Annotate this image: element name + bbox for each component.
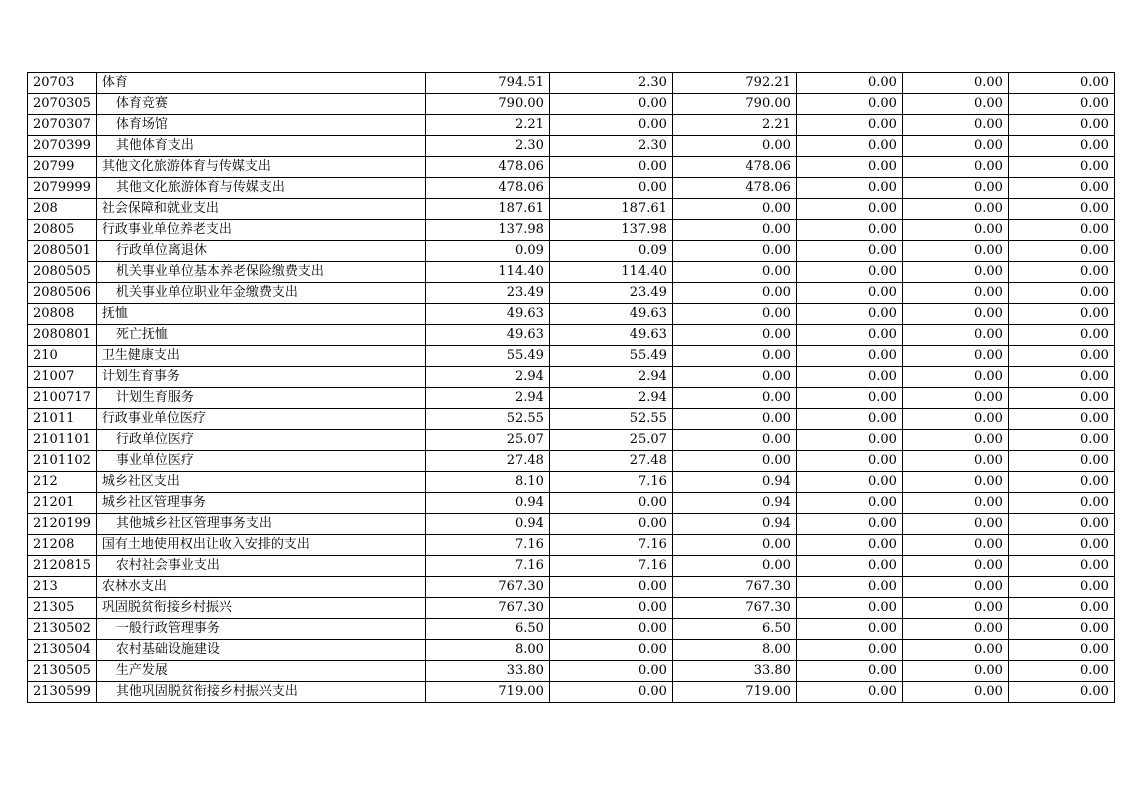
amount-cell: 0.00 [1008, 493, 1114, 514]
amount-cell: 0.00 [902, 157, 1008, 178]
table-row [28, 661, 1115, 682]
amount-cell: 0.00 [796, 430, 902, 451]
amount-cell: 2.30 [549, 73, 672, 94]
table-body [28, 73, 1115, 703]
amount-cell: 0.00 [796, 577, 902, 598]
amount-cell: 0.00 [902, 577, 1008, 598]
amount-cell: 0.00 [902, 178, 1008, 199]
amount-cell: 767.30 [672, 598, 796, 619]
table-row [28, 493, 1115, 514]
amount-cell: 794.51 [425, 73, 549, 94]
amount-cell: 55.49 [425, 346, 549, 367]
amount-cell: 0.00 [902, 472, 1008, 493]
amount-cell: 0.00 [1008, 367, 1114, 388]
amount-cell: 0.00 [796, 262, 902, 283]
amount-cell: 0.00 [796, 73, 902, 94]
amount-cell: 0.00 [796, 325, 902, 346]
amount-cell: 0.00 [902, 283, 1008, 304]
subject-name-cell: 一般行政管理事务 [96, 619, 425, 640]
amount-cell: 137.98 [425, 220, 549, 241]
amount-cell: 0.00 [902, 115, 1008, 136]
table-row [28, 535, 1115, 556]
amount-cell: 0.00 [1008, 619, 1114, 640]
amount-cell: 0.00 [549, 619, 672, 640]
amount-cell: 0.00 [1008, 325, 1114, 346]
amount-cell: 8.00 [425, 640, 549, 661]
amount-cell: 0.00 [672, 241, 796, 262]
amount-cell: 0.00 [672, 136, 796, 157]
subject-name-cell: 体育场馆 [96, 115, 425, 136]
amount-cell: 478.06 [425, 157, 549, 178]
subject-code-cell: 2080506 [28, 283, 97, 304]
amount-cell: 0.00 [796, 157, 902, 178]
subject-name-cell: 国有土地使用权出让收入安排的支出 [96, 535, 425, 556]
subject-name-cell: 农村社会事业支出 [96, 556, 425, 577]
subject-code-cell: 2130505 [28, 661, 97, 682]
amount-cell: 0.00 [1008, 556, 1114, 577]
amount-cell: 0.00 [549, 577, 672, 598]
amount-cell: 719.00 [425, 682, 549, 703]
amount-cell: 0.00 [796, 598, 902, 619]
amount-cell: 0.00 [902, 682, 1008, 703]
amount-cell: 25.07 [425, 430, 549, 451]
subject-name-cell: 其他城乡社区管理事务支出 [96, 514, 425, 535]
amount-cell: 187.61 [425, 199, 549, 220]
amount-cell: 8.00 [672, 640, 796, 661]
amount-cell: 0.00 [1008, 94, 1114, 115]
amount-cell: 0.00 [902, 640, 1008, 661]
amount-cell: 0.00 [796, 388, 902, 409]
subject-name-cell: 体育 [96, 73, 425, 94]
amount-cell: 0.00 [672, 451, 796, 472]
amount-cell: 2.94 [549, 367, 672, 388]
amount-cell: 0.00 [1008, 640, 1114, 661]
amount-cell: 2.30 [549, 136, 672, 157]
amount-cell: 0.94 [425, 514, 549, 535]
table-row [28, 325, 1115, 346]
subject-name-cell: 机关事业单位职业年金缴费支出 [96, 283, 425, 304]
amount-cell: 0.00 [549, 178, 672, 199]
amount-cell: 0.00 [1008, 430, 1114, 451]
table-row [28, 556, 1115, 577]
amount-cell: 0.09 [549, 241, 672, 262]
amount-cell: 0.00 [1008, 388, 1114, 409]
amount-cell: 0.00 [1008, 115, 1114, 136]
amount-cell: 27.48 [425, 451, 549, 472]
amount-cell: 49.63 [549, 304, 672, 325]
subject-name-cell: 计划生育服务 [96, 388, 425, 409]
amount-cell: 49.63 [425, 325, 549, 346]
amount-cell: 0.00 [549, 640, 672, 661]
subject-name-cell: 事业单位医疗 [96, 451, 425, 472]
amount-cell: 0.00 [902, 367, 1008, 388]
amount-cell: 0.00 [549, 94, 672, 115]
table-row [28, 514, 1115, 535]
subject-code-cell: 212 [28, 472, 97, 493]
amount-cell: 52.55 [425, 409, 549, 430]
amount-cell: 0.00 [672, 283, 796, 304]
subject-name-cell: 行政单位医疗 [96, 430, 425, 451]
subject-code-cell: 2070399 [28, 136, 97, 157]
table-row [28, 157, 1115, 178]
amount-cell: 2.21 [425, 115, 549, 136]
amount-cell: 0.00 [902, 535, 1008, 556]
amount-cell: 0.00 [796, 451, 902, 472]
table-row [28, 346, 1115, 367]
amount-cell: 0.00 [796, 619, 902, 640]
amount-cell: 0.00 [549, 157, 672, 178]
amount-cell: 0.00 [902, 346, 1008, 367]
subject-code-cell: 2080501 [28, 241, 97, 262]
table-row [28, 409, 1115, 430]
amount-cell: 0.00 [902, 388, 1008, 409]
amount-cell: 0.00 [902, 619, 1008, 640]
amount-cell: 0.00 [1008, 472, 1114, 493]
amount-cell: 2.30 [425, 136, 549, 157]
amount-cell: 49.63 [549, 325, 672, 346]
subject-name-cell: 农村基础设施建设 [96, 640, 425, 661]
amount-cell: 8.10 [425, 472, 549, 493]
amount-cell: 0.00 [549, 493, 672, 514]
amount-cell: 0.00 [672, 409, 796, 430]
table-row [28, 178, 1115, 199]
amount-cell: 23.49 [425, 283, 549, 304]
amount-cell: 2.21 [672, 115, 796, 136]
subject-code-cell: 213 [28, 577, 97, 598]
subject-name-cell: 其他文化旅游体育与传媒支出 [96, 178, 425, 199]
amount-cell: 0.00 [672, 535, 796, 556]
subject-name-cell: 社会保障和就业支出 [96, 199, 425, 220]
amount-cell: 0.00 [1008, 598, 1114, 619]
table-row [28, 640, 1115, 661]
amount-cell: 0.94 [425, 493, 549, 514]
amount-cell: 0.00 [902, 493, 1008, 514]
amount-cell: 0.00 [1008, 514, 1114, 535]
subject-name-cell: 农林水支出 [96, 577, 425, 598]
subject-code-cell: 21208 [28, 535, 97, 556]
amount-cell: 52.55 [549, 409, 672, 430]
amount-cell: 7.16 [425, 556, 549, 577]
subject-name-cell: 其他巩固脱贫衔接乡村振兴支出 [96, 682, 425, 703]
table-row [28, 430, 1115, 451]
amount-cell: 0.00 [672, 304, 796, 325]
amount-cell: 0.00 [672, 556, 796, 577]
subject-name-cell: 卫生健康支出 [96, 346, 425, 367]
amount-cell: 0.00 [796, 682, 902, 703]
budget-table [27, 72, 1115, 703]
table-row [28, 220, 1115, 241]
amount-cell: 0.00 [1008, 283, 1114, 304]
table-row [28, 304, 1115, 325]
amount-cell: 0.00 [902, 409, 1008, 430]
table-row [28, 577, 1115, 598]
amount-cell: 6.50 [425, 619, 549, 640]
amount-cell: 0.00 [549, 598, 672, 619]
amount-cell: 0.00 [1008, 451, 1114, 472]
subject-name-cell: 死亡抚恤 [96, 325, 425, 346]
amount-cell: 2.94 [425, 388, 549, 409]
amount-cell: 0.00 [672, 262, 796, 283]
amount-cell: 0.00 [796, 283, 902, 304]
table-row [28, 262, 1115, 283]
amount-cell: 767.30 [672, 577, 796, 598]
amount-cell: 0.00 [549, 115, 672, 136]
subject-code-cell: 21305 [28, 598, 97, 619]
subject-code-cell: 208 [28, 199, 97, 220]
amount-cell: 0.00 [796, 199, 902, 220]
subject-code-cell: 20808 [28, 304, 97, 325]
amount-cell: 0.00 [796, 115, 902, 136]
amount-cell: 0.00 [902, 514, 1008, 535]
amount-cell: 0.00 [796, 514, 902, 535]
amount-cell: 0.00 [796, 367, 902, 388]
subject-name-cell: 体育竞赛 [96, 94, 425, 115]
amount-cell: 0.00 [796, 94, 902, 115]
subject-name-cell: 城乡社区支出 [96, 472, 425, 493]
amount-cell: 0.00 [796, 409, 902, 430]
amount-cell: 25.07 [549, 430, 672, 451]
subject-code-cell: 2070307 [28, 115, 97, 136]
amount-cell: 0.00 [902, 661, 1008, 682]
amount-cell: 27.48 [549, 451, 672, 472]
amount-cell: 0.00 [902, 262, 1008, 283]
amount-cell: 0.00 [1008, 73, 1114, 94]
amount-cell: 0.00 [672, 388, 796, 409]
table-row [28, 115, 1115, 136]
amount-cell: 137.98 [549, 220, 672, 241]
subject-code-cell: 2100717 [28, 388, 97, 409]
amount-cell: 0.00 [902, 94, 1008, 115]
amount-cell: 0.00 [1008, 178, 1114, 199]
amount-cell: 2.94 [549, 388, 672, 409]
table-row [28, 619, 1115, 640]
amount-cell: 792.21 [672, 73, 796, 94]
table-row [28, 94, 1115, 115]
amount-cell: 0.00 [902, 304, 1008, 325]
amount-cell: 0.00 [902, 598, 1008, 619]
subject-name-cell: 其他体育支出 [96, 136, 425, 157]
amount-cell: 33.80 [425, 661, 549, 682]
amount-cell: 478.06 [672, 178, 796, 199]
table-row [28, 73, 1115, 94]
subject-code-cell: 2080801 [28, 325, 97, 346]
table-row [28, 136, 1115, 157]
subject-code-cell: 2080505 [28, 262, 97, 283]
amount-cell: 0.00 [796, 178, 902, 199]
subject-code-cell: 2070305 [28, 94, 97, 115]
amount-cell: 0.00 [902, 73, 1008, 94]
amount-cell: 0.00 [796, 304, 902, 325]
table-row [28, 388, 1115, 409]
table-row [28, 598, 1115, 619]
amount-cell: 0.00 [796, 661, 902, 682]
amount-cell: 767.30 [425, 598, 549, 619]
amount-cell: 790.00 [425, 94, 549, 115]
amount-cell: 0.00 [1008, 535, 1114, 556]
amount-cell: 7.16 [549, 472, 672, 493]
amount-cell: 478.06 [425, 178, 549, 199]
amount-cell: 114.40 [549, 262, 672, 283]
subject-name-cell: 机关事业单位基本养老保险缴费支出 [96, 262, 425, 283]
amount-cell: 0.00 [902, 430, 1008, 451]
amount-cell: 0.00 [672, 220, 796, 241]
amount-cell: 0.00 [796, 472, 902, 493]
amount-cell: 0.00 [902, 220, 1008, 241]
table-row [28, 283, 1115, 304]
subject-code-cell: 20799 [28, 157, 97, 178]
table-row [28, 367, 1115, 388]
subject-name-cell: 行政事业单位养老支出 [96, 220, 425, 241]
amount-cell: 0.00 [1008, 241, 1114, 262]
amount-cell: 0.00 [1008, 157, 1114, 178]
amount-cell: 0.00 [796, 535, 902, 556]
subject-code-cell: 2130502 [28, 619, 97, 640]
amount-cell: 0.00 [902, 241, 1008, 262]
subject-code-cell: 2130599 [28, 682, 97, 703]
amount-cell: 0.00 [902, 556, 1008, 577]
subject-code-cell: 21011 [28, 409, 97, 430]
amount-cell: 790.00 [672, 94, 796, 115]
subject-code-cell: 21201 [28, 493, 97, 514]
amount-cell: 0.00 [672, 199, 796, 220]
subject-name-cell: 行政单位离退休 [96, 241, 425, 262]
subject-code-cell: 20805 [28, 220, 97, 241]
amount-cell: 0.00 [1008, 409, 1114, 430]
subject-name-cell: 抚恤 [96, 304, 425, 325]
subject-name-cell: 计划生育事务 [96, 367, 425, 388]
amount-cell: 0.00 [1008, 346, 1114, 367]
subject-name-cell: 行政事业单位医疗 [96, 409, 425, 430]
amount-cell: 0.00 [796, 493, 902, 514]
table-row [28, 472, 1115, 493]
amount-cell: 7.16 [549, 556, 672, 577]
amount-cell: 0.00 [796, 640, 902, 661]
amount-cell: 0.00 [796, 241, 902, 262]
amount-cell: 187.61 [549, 199, 672, 220]
subject-code-cell: 21007 [28, 367, 97, 388]
amount-cell: 0.00 [549, 682, 672, 703]
amount-cell: 49.63 [425, 304, 549, 325]
table-row [28, 199, 1115, 220]
amount-cell: 0.00 [672, 430, 796, 451]
subject-code-cell: 210 [28, 346, 97, 367]
subject-code-cell: 2101102 [28, 451, 97, 472]
subject-code-cell: 2120815 [28, 556, 97, 577]
amount-cell: 6.50 [672, 619, 796, 640]
amount-cell: 0.94 [672, 472, 796, 493]
amount-cell: 0.00 [902, 136, 1008, 157]
amount-cell: 0.00 [672, 325, 796, 346]
amount-cell: 0.00 [1008, 199, 1114, 220]
subject-name-cell: 生产发展 [96, 661, 425, 682]
subject-code-cell: 2130504 [28, 640, 97, 661]
subject-name-cell: 其他文化旅游体育与传媒支出 [96, 157, 425, 178]
amount-cell: 0.00 [1008, 661, 1114, 682]
table-row [28, 682, 1115, 703]
amount-cell: 55.49 [549, 346, 672, 367]
amount-cell: 719.00 [672, 682, 796, 703]
amount-cell: 0.94 [672, 514, 796, 535]
amount-cell: 2.94 [425, 367, 549, 388]
subject-name-cell: 城乡社区管理事务 [96, 493, 425, 514]
subject-code-cell: 2101101 [28, 430, 97, 451]
amount-cell: 0.00 [796, 220, 902, 241]
amount-cell: 0.09 [425, 241, 549, 262]
table-row [28, 241, 1115, 262]
amount-cell: 0.00 [902, 325, 1008, 346]
amount-cell: 0.00 [1008, 304, 1114, 325]
amount-cell: 0.00 [549, 514, 672, 535]
subject-code-cell: 2120199 [28, 514, 97, 535]
amount-cell: 7.16 [549, 535, 672, 556]
amount-cell: 0.00 [672, 367, 796, 388]
amount-cell: 7.16 [425, 535, 549, 556]
amount-cell: 0.00 [672, 346, 796, 367]
subject-name-cell: 巩固脱贫衔接乡村振兴 [96, 598, 425, 619]
amount-cell: 23.49 [549, 283, 672, 304]
subject-code-cell: 2079999 [28, 178, 97, 199]
amount-cell: 0.00 [1008, 577, 1114, 598]
table-row [28, 451, 1115, 472]
amount-cell: 0.00 [902, 451, 1008, 472]
amount-cell: 0.94 [672, 493, 796, 514]
amount-cell: 0.00 [1008, 220, 1114, 241]
amount-cell: 114.40 [425, 262, 549, 283]
amount-cell: 0.00 [796, 136, 902, 157]
amount-cell: 0.00 [796, 556, 902, 577]
amount-cell: 33.80 [672, 661, 796, 682]
amount-cell: 0.00 [1008, 682, 1114, 703]
amount-cell: 0.00 [902, 199, 1008, 220]
amount-cell: 0.00 [549, 661, 672, 682]
subject-code-cell: 20703 [28, 73, 97, 94]
amount-cell: 0.00 [1008, 136, 1114, 157]
amount-cell: 0.00 [1008, 262, 1114, 283]
amount-cell: 478.06 [672, 157, 796, 178]
amount-cell: 0.00 [796, 346, 902, 367]
amount-cell: 767.30 [425, 577, 549, 598]
